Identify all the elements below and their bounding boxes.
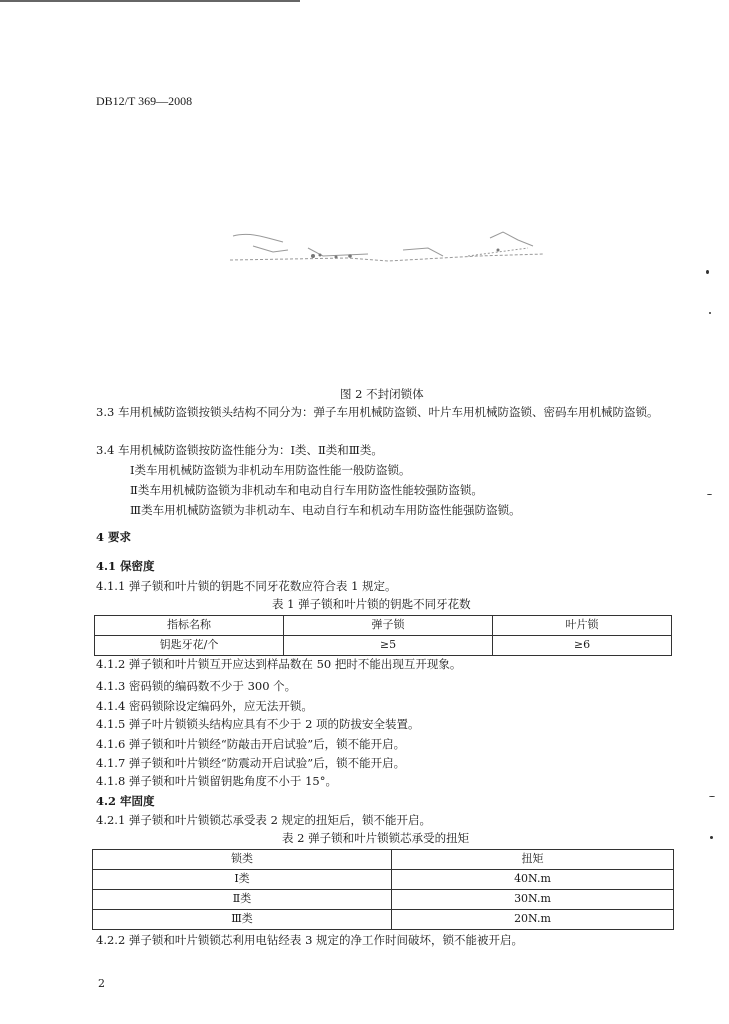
scan-speck (710, 836, 713, 839)
table-cell: Ⅰ类 (93, 870, 392, 890)
table-row (95, 636, 672, 656)
table-row (93, 910, 674, 930)
table-cell: ≥6 (493, 636, 672, 656)
table-2-caption: 表 2 弹子锁和叶片锁锁芯承受的扭矩 (282, 831, 470, 845)
table-header-cell: 扭矩 (392, 850, 674, 870)
table-header-cell: 叶片锁 (493, 616, 672, 636)
figure-2-caption: 图 2 不封闭锁体 (340, 387, 424, 401)
clause-4-2-1: 4.2.1 弹子锁和叶片锁锁芯承受表 2 规定的扭矩后，锁不能开启。 (96, 813, 432, 827)
section-4-2-heading: 4.2 牢固度 (96, 794, 155, 808)
clause-4-1-7: 4.1.7 弹子锁和叶片锁经“防震动开启试验”后，锁不能开启。 (96, 756, 406, 770)
table-header-cell: 锁类 (93, 850, 392, 870)
table-cell: Ⅱ类 (93, 890, 392, 910)
table-cell: ≥5 (284, 636, 493, 656)
page-number: 2 (98, 977, 105, 990)
table-cell: Ⅲ类 (93, 910, 392, 930)
clause-3-3: 3.3 车用机械防盗锁按锁头结构不同分为：弹子车用机械防盗锁、叶片车用机械防盗锁、密码车用机械防盗锁。 (96, 405, 659, 419)
table-row (93, 890, 674, 910)
clause-4-1-3: 4.1.3 密码锁的编码数不少于 300 个。 (96, 679, 297, 693)
table-1 (94, 615, 672, 656)
scan-speck (706, 270, 709, 274)
standard-number-header: DB12/T 369—2008 (96, 94, 193, 108)
table-row (95, 616, 672, 636)
table-row (93, 850, 674, 870)
clause-3-4-class-1: Ⅰ类车用机械防盗锁为非机动车用防盗性能一般防盗锁。 (130, 463, 411, 477)
table-2 (92, 849, 674, 930)
table-1-caption: 表 1 弹子锁和叶片锁的钥匙不同牙花数 (272, 597, 471, 611)
table-header-cell: 弹子锁 (284, 616, 493, 636)
scan-speck (709, 312, 711, 314)
clause-4-1-8: 4.1.8 弹子锁和叶片锁留钥匙角度不小于 15°。 (96, 774, 337, 788)
section-4-1-heading: 4.1 保密度 (96, 559, 155, 573)
clause-4-1-4: 4.1.4 密码锁除设定编码外，应无法开锁。 (96, 699, 313, 713)
table-cell: 钥匙牙花/个 (95, 636, 284, 656)
clause-4-2-2: 4.2.2 弹子锁和叶片锁锁芯利用电钻经表 3 规定的净工作时间破坏，锁不能被开启。 (96, 933, 524, 947)
scan-speck (707, 494, 712, 495)
figure-2-faint-lock-drawing (228, 226, 546, 268)
clause-3-4-class-2: Ⅱ类车用机械防盗锁为非机动车和电动自行车用防盗性能较强防盗锁。 (130, 483, 483, 497)
table-cell: 40N.m (392, 870, 674, 890)
table-header-cell: 指标名称 (95, 616, 284, 636)
scan-speck (709, 796, 715, 797)
table-row (93, 870, 674, 890)
section-4-heading: 4 要求 (96, 530, 132, 544)
clause-3-4: 3.4 车用机械防盗锁按防盗性能分为：Ⅰ类、Ⅱ类和Ⅲ类。 (96, 443, 383, 457)
table-cell: 30N.m (392, 890, 674, 910)
clause-4-1-1: 4.1.1 弹子锁和叶片锁的钥匙不同牙花数应符合表 1 规定。 (96, 579, 397, 593)
scan-top-edge-line (0, 0, 300, 2)
clause-4-1-6: 4.1.6 弹子锁和叶片锁经“防敲击开启试验”后，锁不能开启。 (96, 737, 406, 751)
table-cell: 20N.m (392, 910, 674, 930)
clause-3-4-class-3: Ⅲ类车用机械防盗锁为非机动车、电动自行车和机动车用防盗性能强防盗锁。 (130, 503, 521, 517)
clause-4-1-2: 4.1.2 弹子锁和叶片锁互开应达到样品数在 50 把时不能出现互开现象。 (96, 657, 462, 671)
clause-4-1-5: 4.1.5 弹子叶片锁锁头结构应具有不少于 2 项的防拔安全装置。 (96, 717, 420, 731)
